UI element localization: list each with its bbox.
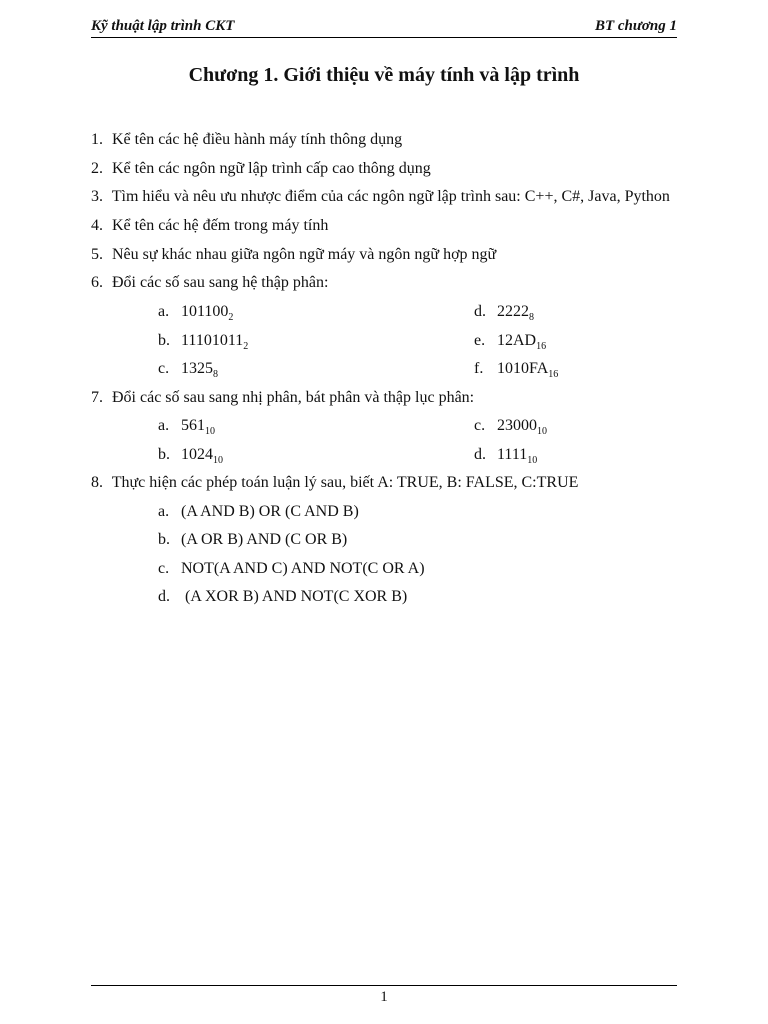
item-base: 2 bbox=[243, 341, 249, 352]
question-number: 6. bbox=[91, 274, 103, 291]
question-number: 2. bbox=[91, 160, 103, 177]
item-letter: d. bbox=[474, 446, 486, 463]
question-text: Nêu sự khác nhau giữa ngôn ngữ máy và ngôn ngữ hợp ngữ bbox=[112, 246, 497, 263]
item-value: 1010FA bbox=[497, 360, 549, 377]
item-letter: c. bbox=[158, 560, 170, 577]
q6-item-c bbox=[158, 359, 218, 379]
page-header bbox=[91, 17, 677, 38]
question-number: 5. bbox=[91, 246, 103, 263]
item-letter: a. bbox=[158, 303, 170, 320]
item-letter: b. bbox=[158, 531, 170, 548]
item-value: 1024 bbox=[181, 446, 213, 463]
q8-item-d bbox=[158, 587, 407, 607]
question-number: 8. bbox=[91, 474, 103, 491]
question-number: 4. bbox=[91, 217, 103, 234]
item-base: 8 bbox=[529, 312, 534, 323]
q7-item-d bbox=[474, 445, 537, 465]
question-text: Kể tên các hệ điều hành máy tính thông dụng bbox=[112, 131, 403, 148]
question-text: Đổi các số sau sang hệ thập phân: bbox=[112, 274, 329, 291]
item-base: 10 bbox=[213, 455, 223, 466]
header-course-title: Kỹ thuật lập trình CKT bbox=[91, 18, 235, 34]
question-text: Kể tên các ngôn ngữ lập trình cấp cao thông dụng bbox=[112, 160, 431, 177]
question-number: 7. bbox=[91, 389, 103, 406]
item-base: 10 bbox=[537, 426, 547, 437]
page-number: 1 bbox=[380, 989, 388, 1005]
question-text: Thực hiện các phép toán luận lý sau, biết A: TRUE, B: FALSE, C:TRUE bbox=[111, 474, 579, 491]
q6-item-e bbox=[474, 331, 546, 351]
question-6 bbox=[91, 273, 328, 293]
q6-item-b bbox=[158, 331, 248, 351]
item-letter: d. bbox=[474, 303, 486, 320]
item-letter: c. bbox=[474, 417, 486, 434]
question-text: Đổi các số sau sang nhị phân, bát phân và thập lục phân: bbox=[112, 389, 475, 406]
q8-item-b bbox=[158, 530, 347, 550]
q8-item-a bbox=[158, 502, 359, 522]
item-base: 16 bbox=[536, 341, 547, 352]
question-4 bbox=[91, 216, 328, 236]
item-text: (A OR B) AND (C OR B) bbox=[181, 531, 348, 548]
item-text: NOT(A AND C) AND NOT(C OR A) bbox=[181, 560, 425, 577]
q6-item-a bbox=[158, 302, 233, 322]
item-value: 12AD bbox=[497, 332, 537, 349]
item-base: 10 bbox=[205, 426, 215, 437]
item-letter: f. bbox=[474, 360, 484, 377]
question-7 bbox=[91, 388, 474, 408]
item-letter: a. bbox=[158, 417, 170, 434]
item-value: 101100 bbox=[181, 303, 229, 320]
item-text: (A AND B) OR (C AND B) bbox=[181, 503, 359, 520]
item-text: (A XOR B) AND NOT(C XOR B) bbox=[181, 588, 408, 605]
page-footer bbox=[91, 985, 677, 1006]
question-text: Tìm hiểu và nêu ưu nhược điểm của các ngôn ngữ lập trình sau: C++, C#, Java, Python bbox=[111, 188, 670, 205]
q8-item-c bbox=[158, 559, 425, 579]
question-3 bbox=[91, 187, 670, 207]
item-base: 16 bbox=[548, 369, 559, 380]
item-letter: d. bbox=[158, 588, 170, 605]
question-number: 3. bbox=[91, 188, 103, 205]
item-value: 11101011 bbox=[181, 332, 244, 349]
question-number: 1. bbox=[91, 131, 103, 148]
q7-item-a bbox=[158, 416, 215, 436]
question-2 bbox=[91, 159, 431, 179]
item-value: 2222 bbox=[497, 303, 529, 320]
item-value: 561 bbox=[181, 417, 205, 434]
item-value: 23000 bbox=[497, 417, 537, 434]
item-value: 1325 bbox=[181, 360, 213, 377]
q6-item-d bbox=[474, 302, 534, 322]
question-text: Kể tên các hệ đếm trong máy tính bbox=[112, 217, 329, 234]
question-8 bbox=[91, 473, 578, 493]
item-letter: c. bbox=[158, 360, 170, 377]
item-letter: a. bbox=[158, 503, 170, 520]
chapter-title: Chương 1. Giới thiệu về máy tính và lập trình bbox=[188, 64, 580, 86]
header-chapter-label: BT chương 1 bbox=[594, 18, 677, 34]
item-base: 2 bbox=[228, 312, 234, 323]
question-5 bbox=[91, 245, 496, 265]
q7-item-b bbox=[158, 445, 223, 465]
item-base: 8 bbox=[213, 369, 218, 380]
item-value: 1111 bbox=[497, 446, 528, 463]
item-letter: b. bbox=[158, 446, 170, 463]
item-base: 10 bbox=[527, 455, 538, 466]
item-letter: b. bbox=[158, 332, 170, 349]
item-letter: e. bbox=[474, 332, 486, 349]
q7-item-c bbox=[474, 416, 547, 436]
q6-item-f bbox=[474, 359, 558, 379]
question-1 bbox=[91, 130, 402, 150]
